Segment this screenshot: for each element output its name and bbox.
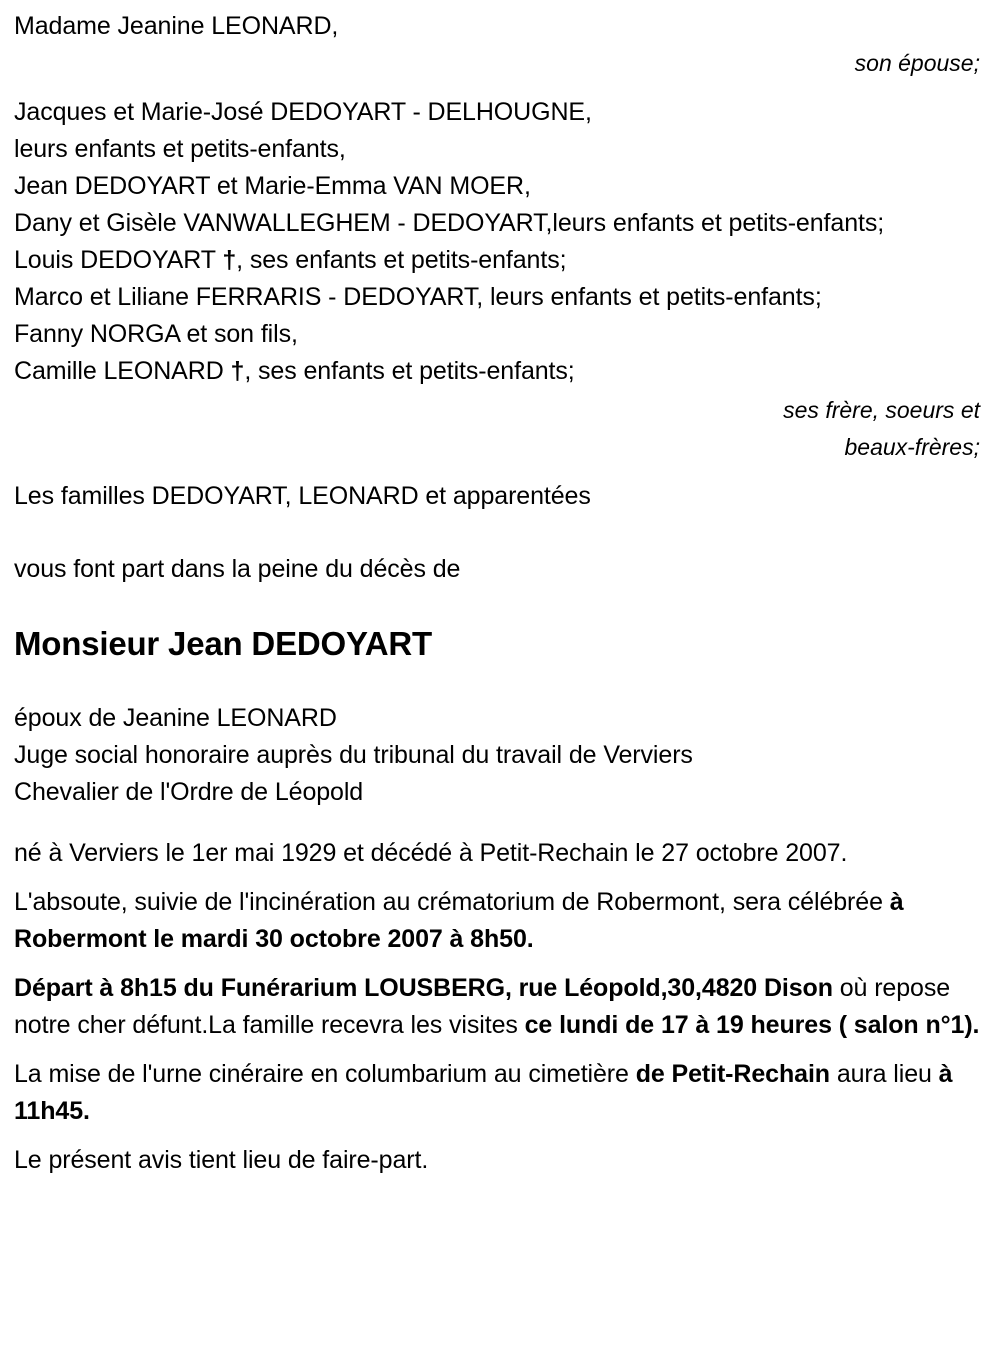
spacer bbox=[14, 958, 988, 970]
dagger-icon: † bbox=[230, 357, 245, 385]
sibling-line-2 bbox=[14, 279, 988, 316]
spacer bbox=[14, 872, 988, 884]
closing-line: Le présent avis tient lieu de faire-part. bbox=[14, 1146, 429, 1174]
spouse-line: Madame Jeanine LEONARD, bbox=[14, 12, 339, 40]
deceased-title-1: époux de Jeanine LEONARD bbox=[14, 704, 337, 732]
families-line: Les familles DEDOYART, LEONARD et apparentées bbox=[14, 482, 591, 510]
urn-bold-2: à 11h45. bbox=[14, 1060, 953, 1125]
spacer bbox=[14, 664, 988, 700]
sibling-relation-block bbox=[14, 392, 988, 466]
spacer bbox=[14, 515, 988, 551]
sibling-line-1-before: Louis DEDOYART bbox=[14, 246, 223, 274]
sibling-line-2-before: Marco et Liliane FERRARIS - DEDOYART, leurs enfants et petits-enfants; bbox=[14, 283, 822, 311]
sibling-line-4 bbox=[14, 353, 988, 390]
family-line-1: Jacques et Marie-José DEDOYART - DELHOUGNE, bbox=[14, 98, 592, 126]
family-line-3: Jean DEDOYART et Marie-Emma VAN MOER, bbox=[14, 172, 531, 200]
urn-text-1: La mise de l'urne cinéraire en columbarium au cimetière bbox=[14, 1060, 636, 1088]
announcement-line: vous font part dans la peine du décès de bbox=[14, 555, 461, 583]
urn-text-2: aura lieu bbox=[829, 1060, 939, 1088]
departure-paragraph bbox=[14, 970, 988, 1044]
deceased-title-3: Chevalier de l'Ordre de Léopold bbox=[14, 778, 364, 806]
sibling-line-1-after: , ses enfants et petits-enfants; bbox=[236, 246, 567, 274]
family-line-4: Dany et Gisèle VANWALLEGHEM - DEDOYART,leurs enfants et petits-enfants; bbox=[14, 209, 885, 237]
family-line-2: leurs enfants et petits-enfants, bbox=[14, 135, 346, 163]
birth-death-line: né à Verviers le 1er mai 1929 et décédé à Petit-Rechain le 27 octobre 2007. bbox=[14, 839, 848, 867]
spacer bbox=[14, 466, 988, 478]
spacer bbox=[14, 588, 988, 624]
sibling-line-4-before: Camille LEONARD bbox=[14, 357, 231, 385]
spacer bbox=[14, 811, 988, 835]
departure-bold-2: ce lundi de 17 à 19 heures ( salon n°1). bbox=[524, 1011, 980, 1039]
dagger-icon: † bbox=[222, 246, 237, 274]
spacer bbox=[14, 1044, 988, 1056]
spouse-relation-label: son épouse; bbox=[854, 50, 980, 76]
sibling-relation-label-line1: ses frère, soeurs et bbox=[783, 397, 980, 423]
urn-bold-1: de Petit-Rechain bbox=[635, 1060, 830, 1088]
urn-paragraph bbox=[14, 1056, 988, 1130]
absolution-text-1: L'absoute, suivie de l'incinération au crématorium de Robermont, sera célébrée bbox=[14, 888, 890, 916]
deceased-title-2: Juge social honoraire auprès du tribunal du travail de Verviers bbox=[14, 741, 693, 769]
sibling-line-4-after: , ses enfants et petits-enfants; bbox=[244, 357, 575, 385]
departure-text-1: où repose notre cher défunt.La famille recevra les visites bbox=[14, 974, 951, 1039]
sibling-line-3-before: Fanny NORGA et son fils, bbox=[14, 320, 298, 348]
spacer bbox=[14, 82, 988, 94]
absolution-bold-1: à Robermont le mardi 30 octobre 2007 à 8h50. bbox=[14, 888, 904, 953]
sibling-line-3 bbox=[14, 316, 988, 353]
departure-bold-1: Départ à 8h15 du Funérarium LOUSBERG, rue Léopold,30,4820 Dison bbox=[14, 974, 833, 1002]
sibling-relation-label-line2: beaux-frères; bbox=[844, 434, 980, 460]
sibling-line-1 bbox=[14, 242, 988, 279]
spacer bbox=[14, 1130, 988, 1142]
absolution-paragraph bbox=[14, 884, 988, 958]
deceased-name-heading: Monsieur Jean DEDOYART bbox=[14, 625, 432, 662]
